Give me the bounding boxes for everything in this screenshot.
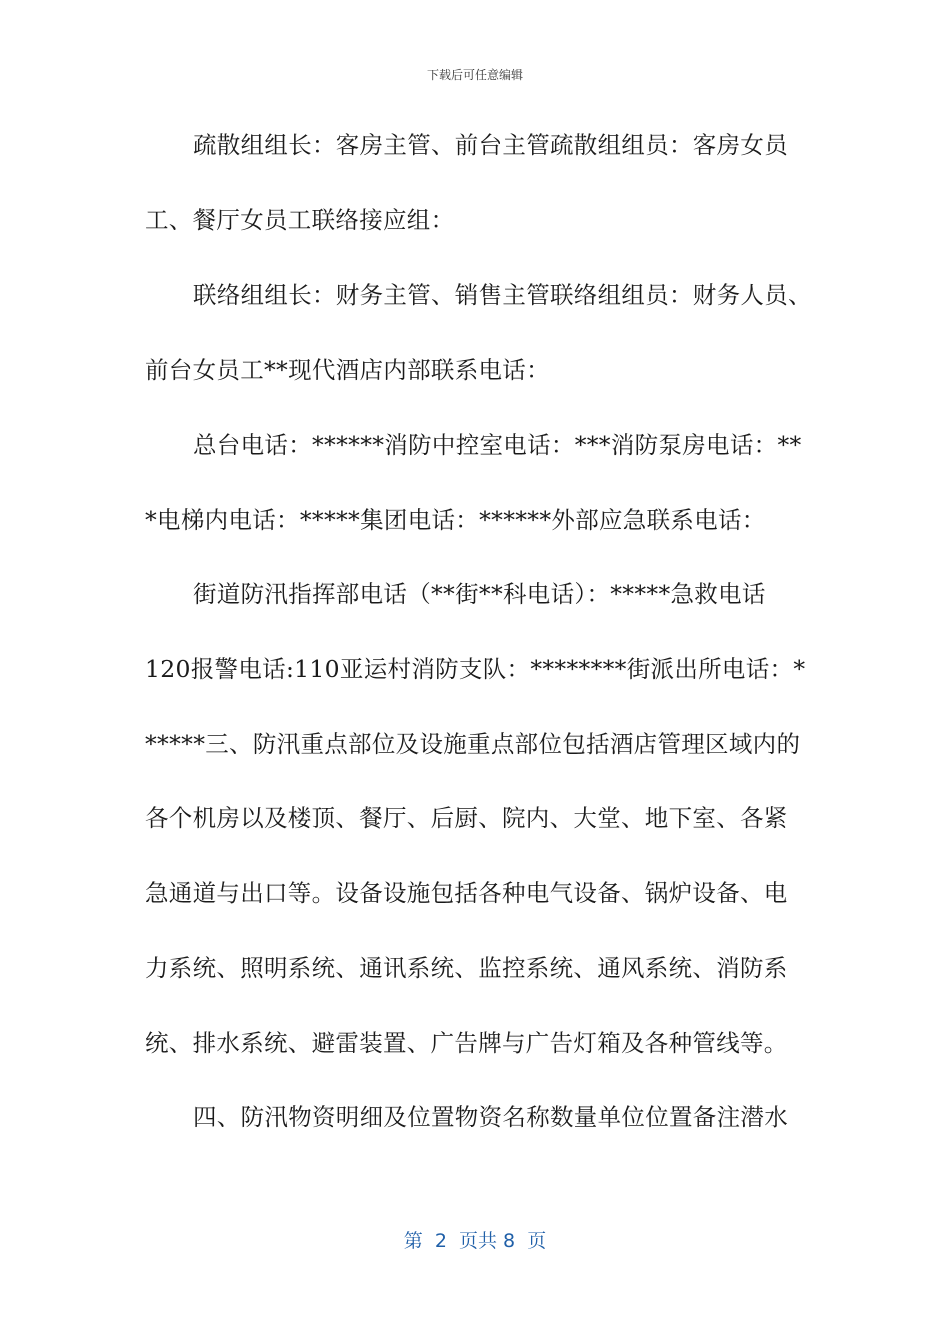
paragraph-line: 力系统、照明系统、通讯系统、监控系统、通风系统、消防系 [145, 954, 788, 982]
paragraph-line: 急通道与出口等。设备设施包括各种电气设备、锅炉设备、电 [145, 879, 788, 907]
paragraph-line: *电梯内电话：*****集团电话：******外部应急联系电话： [145, 506, 766, 534]
paragraph-line: 各个机房以及楼顶、餐厅、后厨、院内、大堂、地下室、各紧 [145, 804, 788, 832]
paragraph-line: 总台电话：******消防中控室电话：***消防泵房电话：** [193, 431, 802, 459]
paragraph-line: 前台女员工**现代酒店内部联系电话： [145, 356, 550, 384]
paragraph-line: 工、餐厅女员工联络接应组： [145, 206, 455, 234]
paragraph-line: 联络组组长：财务主管、销售主管联络组组员：财务人员、 [193, 281, 812, 309]
page-header: 下载后可任意编辑 [426, 68, 523, 82]
paragraph-line: 120报警电话:110亚运村消防支队：********街派出所电话：* [145, 655, 806, 683]
page-number-footer: 第 2 页共 8 页 [403, 1230, 547, 1252]
paragraph-line: 疏散组组长：客房主管、前台主管疏散组组员：客房女员 [193, 131, 788, 159]
paragraph-line: 四、防汛物资明细及位置物资名称数量单位位置备注潜水 [193, 1103, 788, 1131]
paragraph-line: *****三、防汛重点部位及设施重点部位包括酒店管理区域内的 [145, 730, 801, 758]
paragraph-line: 街道防汛指挥部电话（**街**科电话）：*****急救电话 [193, 580, 766, 608]
paragraph-line: 统、排水系统、避雷装置、广告牌与广告灯箱及各种管线等。 [145, 1029, 788, 1057]
